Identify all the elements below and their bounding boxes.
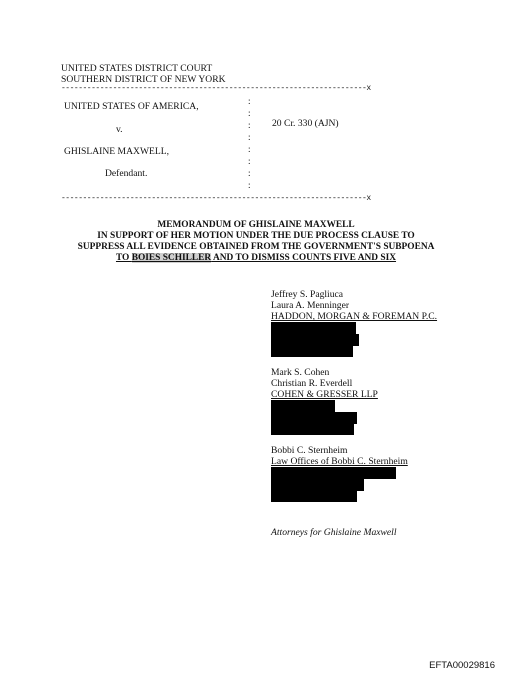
memo-title-line-4: [40, 253, 472, 264]
memo-title-line-3: SUPPRESS ALL EVIDENCE OBTAINED FROM THE GOVERNMENT'S SUBPOENA: [77, 242, 435, 252]
caption-colon: :: [248, 120, 251, 130]
law-firm-name: HADDON, MORGAN & FOREMAN P.C.: [271, 311, 438, 322]
memo-title-line-2: IN SUPPORT OF HER MOTION UNDER THE DUE PROCESS CLAUSE TO: [97, 231, 415, 241]
attorney-name: Bobbi C. Sternheim: [271, 445, 348, 456]
redaction-block: [271, 467, 396, 479]
caption-colon: :: [248, 180, 251, 190]
redaction-block: [271, 479, 364, 491]
bates-number: EFTA00029816: [429, 660, 495, 671]
caption-colon: :: [248, 144, 251, 154]
case-number: 20 Cr. 330 (AJN): [272, 118, 339, 129]
redaction-block: [271, 346, 353, 357]
caption-colon: :: [248, 168, 251, 178]
attorney-name: Jeffrey S. Pagliuca: [271, 289, 344, 300]
defendant-name: GHISLAINE MAXWELL,: [64, 146, 169, 157]
court-district: SOUTHERN DISTRICT OF NEW YORK: [61, 74, 226, 85]
caption-colon: :: [248, 108, 251, 118]
attorney-name: Laura A. Menninger: [271, 300, 350, 311]
attorneys-role: Attorneys for Ghislaine Maxwell: [271, 527, 397, 538]
versus-label: v.: [116, 124, 123, 135]
title-text: AND TO DISMISS COUNTS FIVE AND SIX: [211, 253, 397, 263]
memo-title-line-1: MEMORANDUM OF GHISLAINE MAXWELL: [157, 220, 355, 230]
caption-colon: :: [248, 132, 251, 142]
redaction-block: [271, 412, 357, 424]
redaction-block: [271, 491, 357, 502]
redaction-block: [271, 334, 359, 346]
defendant-label: Defendant.: [105, 168, 148, 179]
plaintiff-name: UNITED STATES OF AMERICA,: [64, 101, 199, 112]
redaction-block: [271, 322, 356, 334]
caption-colon: :: [248, 96, 251, 106]
title-text: TO: [115, 253, 132, 263]
redaction-block: [271, 424, 354, 435]
attorney-name: Mark S. Cohen: [271, 367, 330, 378]
redaction-block: [271, 400, 335, 412]
attorney-name: Christian R. Everdell: [271, 378, 353, 389]
caption-colon: :: [248, 156, 251, 166]
caption-top-rule: -----------------------------------------------------------------------x: [61, 84, 371, 93]
highlighted-text: BOIES SCHILLER: [131, 253, 212, 263]
court-name: UNITED STATES DISTRICT COURT: [61, 63, 213, 74]
caption-bottom-rule: -----------------------------------------------------------------------x: [61, 194, 371, 203]
law-firm-name: COHEN & GRESSER LLP: [271, 389, 378, 400]
law-firm-name: Law Offices of Bobbi C. Sternheim: [271, 456, 408, 467]
